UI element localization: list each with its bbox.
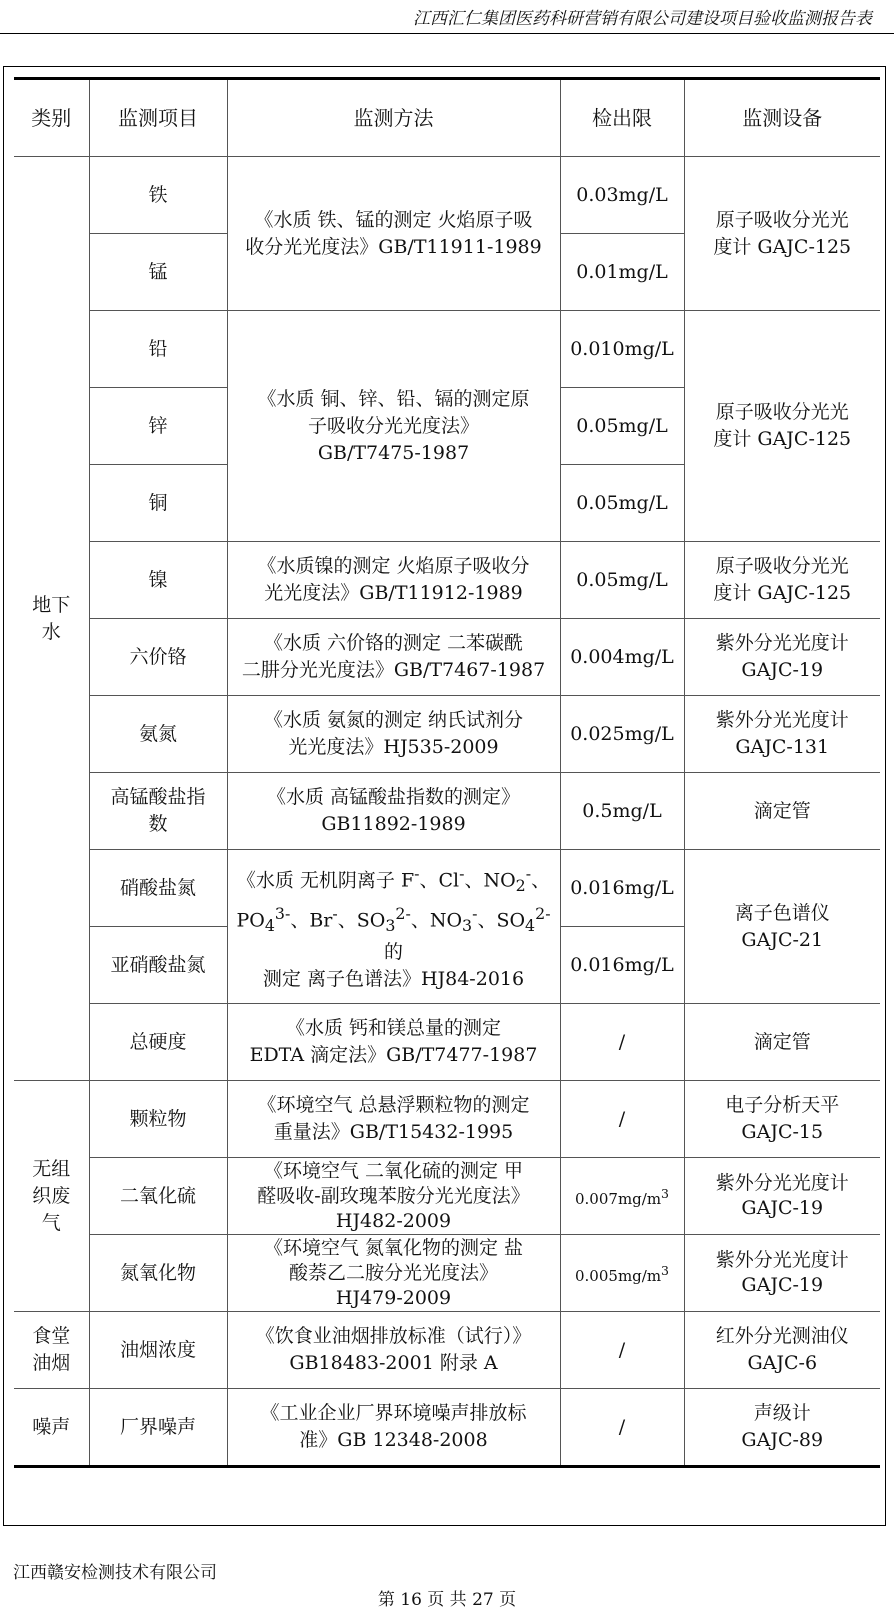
category-air: 无组 织废 气 <box>14 1081 89 1312</box>
equipment-burette-hardness: 滴定管 <box>684 1004 880 1081</box>
equipment-uv-nh3: 紫外分光光度计 GAJC-131 <box>684 696 880 773</box>
header-limit: 检出限 <box>560 79 684 157</box>
equipment-aas-fe-mn: 原子吸收分光光 度计 GAJC-125 <box>684 157 880 311</box>
item-nitrite: 亚硝酸盐氮 <box>89 927 227 1004</box>
item-particulate: 颗粒物 <box>89 1081 227 1158</box>
table-row <box>14 1389 880 1467</box>
equipment-ic: 离子色谱仪 GAJC-21 <box>684 850 880 1004</box>
limit-nitrate: 0.016mg/L <box>560 850 684 927</box>
limit-zinc: 0.05mg/L <box>560 388 684 465</box>
header-method: 监测方法 <box>227 79 560 157</box>
table-row <box>14 1004 880 1081</box>
method-permanganate: 《水质 高锰酸盐指数的测定》 GB11892-1989 <box>227 773 560 850</box>
item-nox: 氮氧化物 <box>89 1235 227 1312</box>
method-so2: 《环境空气 二氧化硫的测定 甲 醛吸收-副玫瑰苯胺分光光度法》 HJ482-2009 <box>227 1158 560 1235</box>
method-nox: 《环境空气 氮氧化物的测定 盐 酸萘乙二胺分光光度法》 HJ479-2009 <box>227 1235 560 1312</box>
item-ammonia: 氨氮 <box>89 696 227 773</box>
equipment-balance: 电子分析天平 GAJC-15 <box>684 1081 880 1158</box>
item-hardness: 总硬度 <box>89 1004 227 1081</box>
equipment-ir: 红外分光测油仪 GAJC-6 <box>684 1312 880 1389</box>
limit-nitrite: 0.016mg/L <box>560 927 684 1004</box>
limit-noise: / <box>560 1389 684 1467</box>
table-row <box>14 619 880 696</box>
header-equipment: 监测设备 <box>684 79 880 157</box>
limit-so2: $0.007mg/m^3$ <box>560 1158 684 1235</box>
item-manganese: 锰 <box>89 234 227 311</box>
limit-chromium: 0.004mg/L <box>560 619 684 696</box>
category-fume: 食堂 油烟 <box>14 1312 89 1389</box>
limit-permanganate: 0.5mg/L <box>560 773 684 850</box>
table-row <box>14 1235 880 1312</box>
category-noise: 噪声 <box>14 1389 89 1467</box>
monitoring-table <box>14 77 880 1468</box>
category-groundwater: 地下 水 <box>14 157 89 1081</box>
table-row <box>14 696 880 773</box>
header-item: 监测项目 <box>89 79 227 157</box>
header-category: 类别 <box>14 79 89 157</box>
method-cu-zn-pb: 《水质 铜、锌、铅、镉的测定原 子吸收分光光度法》 GB/T7475-1987 <box>227 311 560 542</box>
table-row <box>14 311 880 388</box>
table-row <box>14 773 880 850</box>
method-hardness: 《水质 钙和镁总量的测定 EDTA 滴定法》GB/T7477-1987 <box>227 1004 560 1081</box>
item-noise: 厂界噪声 <box>89 1389 227 1467</box>
method-particulate: 《环境空气 总悬浮颗粒物的测定 重量法》GB/T15432-1995 <box>227 1081 560 1158</box>
item-copper: 铜 <box>89 465 227 542</box>
item-iron: 铁 <box>89 157 227 234</box>
item-fume: 油烟浓度 <box>89 1312 227 1389</box>
method-ammonia: 《水质 氨氮的测定 纳氏试剂分 光光度法》HJ535-2009 <box>227 696 560 773</box>
item-lead: 铅 <box>89 311 227 388</box>
limit-copper: 0.05mg/L <box>560 465 684 542</box>
equipment-aas-ni: 原子吸收分光光 度计 GAJC-125 <box>684 542 880 619</box>
item-nickel: 镍 <box>89 542 227 619</box>
table-header-row <box>14 79 880 157</box>
equipment-uv-cr: 紫外分光光度计 GAJC-19 <box>684 619 880 696</box>
item-nitrate: 硝酸盐氮 <box>89 850 227 927</box>
item-zinc: 锌 <box>89 388 227 465</box>
method-nickel: 《水质镍的测定 火焰原子吸收分 光光度法》GB/T11912-1989 <box>227 542 560 619</box>
table-row <box>14 1158 880 1235</box>
equipment-aas-cu-zn-pb: 原子吸收分光光 度计 GAJC-125 <box>684 311 880 542</box>
header-rule <box>0 33 894 34</box>
table-row <box>14 542 880 619</box>
footer-company: 江西赣安检测技术有限公司 <box>13 1563 217 1583</box>
limit-particulate: / <box>560 1081 684 1158</box>
limit-lead: 0.010mg/L <box>560 311 684 388</box>
limit-nickel: 0.05mg/L <box>560 542 684 619</box>
table-row <box>14 157 880 234</box>
equipment-uv-nox: 紫外分光光度计 GAJC-19 <box>684 1235 880 1312</box>
method-fe-mn: 《水质 铁、锰的测定 火焰原子吸 收分光光度法》GB/T11911-1989 <box>227 157 560 311</box>
page-number: 第 16 页 共 27 页 <box>377 1590 517 1610</box>
method-anions: 《水质 无机阴离子 F-、Cl-、$NO_2^-$、 $PO_4^{3-}$、Br-、$SO_3^{2-}$、$NO_3^-$、$SO_4^{2-}$的 测定 离子色谱法》HJ84-2016 <box>227 850 560 1004</box>
item-permanganate: 高锰酸盐指 数 <box>89 773 227 850</box>
method-noise: 《工业企业厂界环境噪声排放标 准》GB 12348-2008 <box>227 1389 560 1467</box>
limit-nox: $0.005mg/m^3$ <box>560 1235 684 1312</box>
item-so2: 二氧化硫 <box>89 1158 227 1235</box>
table-row <box>14 1312 880 1389</box>
limit-manganese: 0.01mg/L <box>560 234 684 311</box>
method-chromium: 《水质 六价铬的测定 二苯碳酰 二肼分光光度法》GB/T7467-1987 <box>227 619 560 696</box>
limit-iron: 0.03mg/L <box>560 157 684 234</box>
report-header-title: 江西汇仁集团医药科研营销有限公司建设项目验收监测报告表 <box>413 9 872 29</box>
equipment-uv-so2: 紫外分光光度计 GAJC-19 <box>684 1158 880 1235</box>
limit-ammonia: 0.025mg/L <box>560 696 684 773</box>
limit-hardness: / <box>560 1004 684 1081</box>
equipment-slm: 声级计 GAJC-89 <box>684 1389 880 1467</box>
item-chromium: 六价铬 <box>89 619 227 696</box>
table-row <box>14 850 880 927</box>
table-row <box>14 1081 880 1158</box>
limit-fume: / <box>560 1312 684 1389</box>
equipment-burette-kmno4: 滴定管 <box>684 773 880 850</box>
method-fume: 《饮食业油烟排放标准（试行）》 GB18483-2001 附录 A <box>227 1312 560 1389</box>
